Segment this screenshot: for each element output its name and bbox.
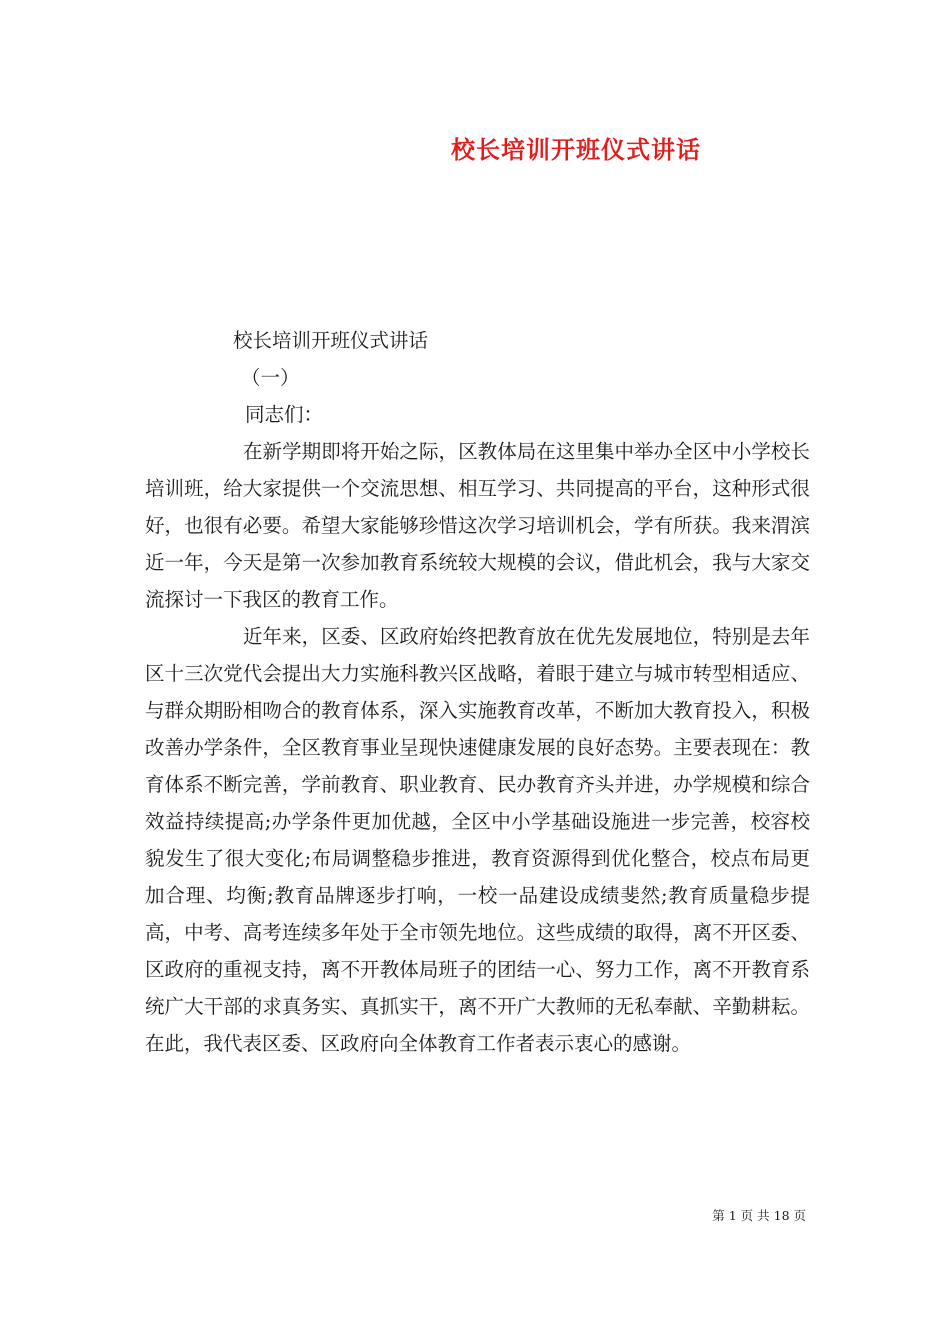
document-title: 校长培训开班仪式讲话	[451, 135, 701, 164]
speech-heading: 校长培训开班仪式讲话	[233, 329, 429, 352]
greeting: 同志们：	[245, 403, 324, 426]
page-number-footer: 第 1 页 共 18 页	[712, 1208, 806, 1223]
paragraph: 在新学期即将开始之际，区教体局在这里集中举办全区中小学校长培训班，给大家提供一个交流思想、相互学习、共同提高的平台，这种形式很好，也很有必要。希望大家能够珍惜这次学习培训机会，学有所获。我来渭滨近一年，今天是第一次参加教育系统较大规模的会议，借此机会，我与大家交流探讨一下我区的教育工作。	[145, 440, 810, 611]
section-number: （一）	[241, 366, 300, 389]
paragraph: 近年来，区委、区政府始终把教育放在优先发展地位，特别是去年区十三次党代会提出大力实施科教兴区战略，着眼于建立与城市转型相适应、与群众期盼相吻合的教育体系，深入实施教育改革，不断加大教育投入，积极改善办学条件，全区教育事业呈现快速健康发展的良好态势。主要表现在：教育体系不断完善，学前教育、职业教育、民办教育齐头并进，办学规模和综合效益持续提高;办学条件更加优越，全区中小学基础设施进一步完善，校容校貌发生了很大变化;布局调整稳步推进，教育资源得到优化整合，校点布局更加合理、均衡;教育品牌逐步打响，一校一品建设成绩斐然;教育质量稳步提高，中考、高考连续多年处于全市领先地位。这些成绩的取得，离不开区委、区政府的重视支持，离不开教体局班子的团结一心、努力工作，离不开教育系统广大干部的求真务实、真抓实干，离不开广大教师的无私奉献、辛勤耕耘。在此，我代表区委、区政府向全体教育工作者表示衷心的感谢。	[145, 625, 810, 1055]
document-body	[145, 322, 810, 1062]
